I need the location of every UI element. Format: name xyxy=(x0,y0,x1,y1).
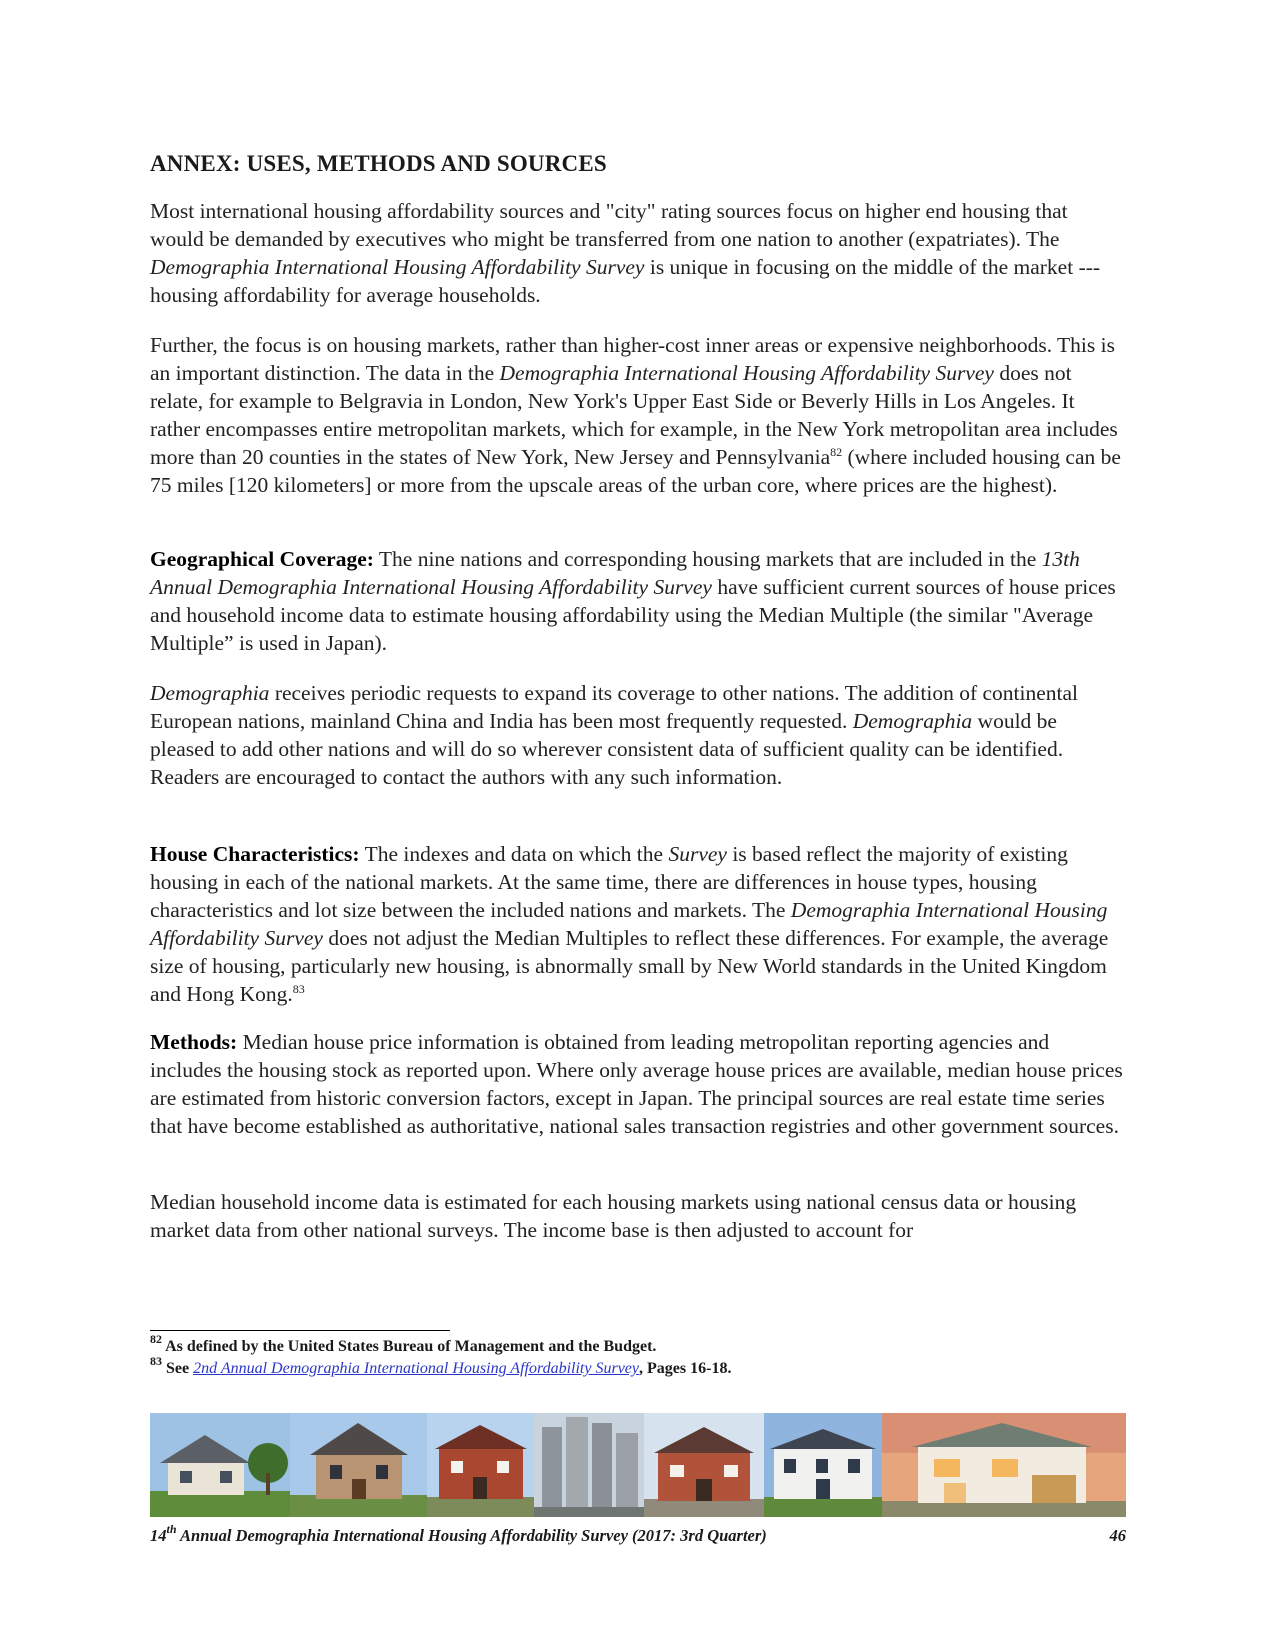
paragraph-geographical-coverage: Geographical Coverage: The nine nations and corresponding housing markets that are included in the 13th Annual Demographia International Housing Affordability Survey have sufficient current sources of house prices and household income data to estimate housing affordability using the Median Multiple (the similar "Average Multiple” is used in Japan). xyxy=(150,547,1116,655)
house-photo-4 xyxy=(534,1413,644,1517)
paragraph-house-characteristics: House Characteristics: The indexes and data on which the Survey is based reflect the majority of existing housing in each of the national markets. At the same time, there are differences in house types, housing characteristics and lot size between the included nations and markets. The Demographia International Housing Affordability Survey does not adjust the Median Multiples to reflect these differences. For example, the average size of housing, particularly new housing, is abnormally small by New World standards in the United Kingdom and Hong Kong.$^{83}$ xyxy=(150,842,1109,1006)
footnote-ref-83[interactable]: 83 xyxy=(292,982,305,996)
paragraph-methods: Methods: Median house price information is obtained from leading metropolitan reporting agencies and includes the housing stock as reported upon. Where only average house prices are available, median house prices are estimated from historic conversion factors, except in Japan. The principal sources are real estate time series that have become established as authoritative, national sales transaction registries and other government sources. xyxy=(150,1030,1123,1138)
paragraph-income-data: Median household income data is estimated for each housing markets using national census data or housing market data from other national surveys. The income base is then adjusted to account for xyxy=(150,1190,1077,1242)
house-photo-5 xyxy=(644,1413,764,1517)
house-photo-6 xyxy=(764,1413,882,1517)
footer-title: 14th Annual Demographia International Housing Affordability Survey (2017: 3rd Quarter) xyxy=(150,1522,767,1545)
house-photo-1 xyxy=(150,1413,290,1517)
house-photo-7 xyxy=(882,1413,1126,1517)
footnote-83: $^{83}$ See 2nd Annual Demographia International Housing Affordability Survey, Pages 16-18. xyxy=(150,1354,732,1377)
footnote-83-link[interactable]: 2nd Annual Demographia International Housing Affordability Survey xyxy=(193,1360,640,1377)
page-number: 46 xyxy=(1109,1526,1126,1545)
house-photo-strip xyxy=(150,1413,1126,1517)
page-title: ANNEX: USES, METHODS AND SOURCES xyxy=(150,151,607,176)
footnote-divider xyxy=(150,1330,450,1331)
footnote-ref-82[interactable]: 82 xyxy=(830,445,843,459)
footnote-82: $^{82}$ As defined by the United States Bureau of Management and the Budget. xyxy=(150,1332,657,1355)
paragraph-intro: Most international housing affordability sources and "city" rating sources focus on higher end housing that would be demanded by executives who might be transferred from one nation to another (expatriates). The Demographia International Housing Affordability Survey is unique in focusing on the middle of the market --- housing affordability for average households. xyxy=(150,199,1101,307)
house-photo-2 xyxy=(290,1413,427,1517)
page-footer xyxy=(150,1522,1126,1546)
paragraph-coverage-requests: Demographia receives periodic requests to expand its coverage to other nations. The addition of continental European nations, mainland China and India has been most frequently requested. Demographia would be pleased to add other nations and will do so wherever consistent data of sufficient quality can be identified. Readers are encouraged to contact the authors with any such information. xyxy=(150,681,1079,789)
house-photo-3 xyxy=(427,1413,534,1517)
paragraph-focus: Further, the focus is on housing markets, rather than higher-cost inner areas or expensive neighborhoods. This is an important distinction. The data in the Demographia International Housing Affordability Survey does not relate, for example to Belgravia in London, New York's Upper East Side or Beverly Hills in Los Angeles. It rather encompasses entire metropolitan markets, which for example, in the New York metropolitan area includes more than 20 counties in the states of New York, New Jersey and Pennsylvania$^{82}$ (where included housing can be 75 miles [120 kilometers] or more from the upscale areas of the urban core, where prices are the highest). xyxy=(150,333,1121,497)
